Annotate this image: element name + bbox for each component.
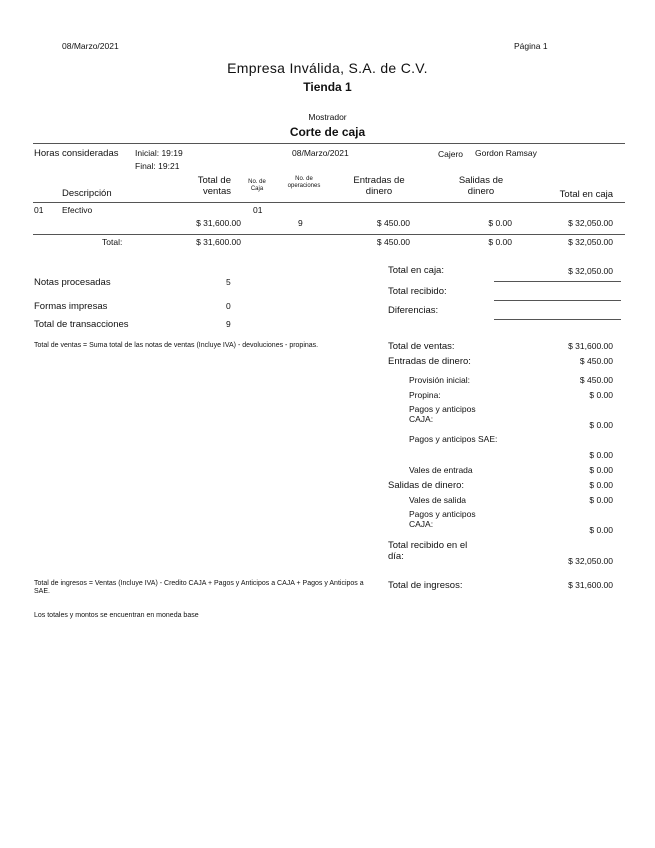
sum-salidas: $ 0.00 (589, 480, 613, 490)
sum-ingresos: $ 31,600.00 (568, 580, 613, 590)
sum-entradas-label: Entradas de dinero: (388, 356, 471, 367)
sum-propina: $ 0.00 (589, 390, 613, 400)
line-diferencias (494, 319, 621, 320)
sum-ventas: $ 31,600.00 (568, 341, 613, 351)
location: Mostrador (308, 112, 347, 122)
line-recibido (494, 300, 621, 301)
sum-salidas-label: Salidas de dinero: (388, 480, 465, 491)
end-time: Final: 19:21 (135, 161, 180, 171)
info-date: 08/Marzo/2021 (292, 148, 349, 158)
sum-ingresos-label: Total de ingresos: (388, 580, 463, 591)
row-caja: 01 (253, 205, 263, 215)
sum-pagos-caja2: $ 0.00 (589, 525, 613, 535)
sum-provision-label: Provisión inicial: (409, 375, 470, 385)
box-recibido-label: Total recibido: (388, 286, 447, 297)
sum-recibido-dia-label: Total recibido en el día: (388, 540, 468, 562)
formas-value: 0 (226, 301, 231, 311)
total-caja: $ 32,050.00 (568, 237, 613, 247)
divider-total (33, 234, 625, 235)
sum-provision: $ 450.00 (579, 375, 613, 385)
report-title: Corte de caja (289, 125, 366, 139)
divider-header (33, 202, 625, 203)
box-total-caja-value: $ 32,050.00 (568, 266, 613, 276)
formas-label: Formas impresas (34, 301, 108, 312)
note-moneda: Los totales y montos se encuentran en moneda base (34, 612, 199, 619)
notas-value: 5 (226, 277, 231, 287)
total-salidas: $ 0.00 (488, 237, 512, 247)
row-entradas: $ 450.00 (376, 218, 410, 228)
sum-recibido-dia: $ 32,050.00 (568, 556, 613, 566)
sum-pagos-sae: $ 0.00 (589, 450, 613, 460)
col-total-caja: Total en caja (559, 189, 613, 200)
note-ventas: Total de ventas = Suma total de las notas de ventas (Incluye IVA) - devoluciones - propinas. (34, 342, 319, 349)
col-entradas: Entradas de dinero (353, 175, 405, 197)
line-total-caja (494, 281, 621, 282)
sum-vales-salida-label: Vales de salida (409, 495, 467, 505)
total-label: Total: (102, 237, 123, 247)
row-code: 01 (34, 205, 44, 215)
row-salidas: $ 0.00 (488, 218, 512, 228)
sum-vales-entrada-label: Vales de entrada (409, 465, 473, 475)
page-number: Página 1 (514, 41, 548, 51)
report-date: 08/Marzo/2021 (62, 41, 119, 51)
col-no-operaciones: No. de operaciones (287, 176, 321, 189)
sum-ventas-label: Total de ventas: (388, 341, 455, 352)
col-descripcion: Descripción (62, 188, 112, 199)
trans-value: 9 (226, 319, 231, 329)
total-entradas: $ 450.00 (376, 237, 410, 247)
sum-vales-entrada: $ 0.00 (589, 465, 613, 475)
col-salidas: Salidas de dinero (458, 175, 504, 197)
divider-top (33, 143, 625, 144)
trans-label: Total de transacciones (34, 319, 129, 330)
row-desc: Efectivo (62, 205, 93, 215)
row-total-caja: $ 32,050.00 (568, 218, 613, 228)
box-total-caja-label: Total en caja: (388, 265, 444, 276)
sum-pagos-caja2-label: Pagos y anticipos CAJA: (409, 509, 476, 529)
col-total-ventas: Total de ventas (197, 175, 231, 197)
sum-pagos-sae-label: Pagos y anticipos SAE: (409, 434, 498, 444)
company-name: Empresa Inválida, S.A. de C.V. (227, 60, 428, 76)
sum-pagos-caja: $ 0.00 (589, 420, 613, 430)
start-time: Inicial: 19:19 (135, 148, 183, 158)
note-ingresos: Total de ingresos = Ventas (Incluye IVA) - Credito CAJA + Pagos y Anticipos a CAJA + Pagos y Anticipos a SAE. (34, 580, 364, 596)
sum-pagos-caja-label: Pagos y anticipos CAJA: (409, 404, 476, 424)
cashier-label: Cajero (438, 149, 464, 159)
cashier-name: Gordon Ramsay (475, 148, 537, 158)
col-no-caja: No. de Caja (248, 179, 266, 192)
sum-vales-salida: $ 0.00 (589, 495, 613, 505)
sum-propina-label: Propina: (409, 390, 441, 400)
box-diferencias-label: Diferencias: (388, 305, 439, 316)
row-total-ventas: $ 31,600.00 (196, 218, 241, 228)
total-ventas: $ 31,600.00 (196, 237, 241, 247)
row-operaciones: 9 (298, 218, 303, 228)
store-name: Tienda 1 (303, 80, 352, 94)
hours-label: Horas consideradas (34, 148, 119, 159)
notas-label: Notas procesadas (34, 277, 111, 288)
sum-entradas: $ 450.00 (579, 356, 613, 366)
